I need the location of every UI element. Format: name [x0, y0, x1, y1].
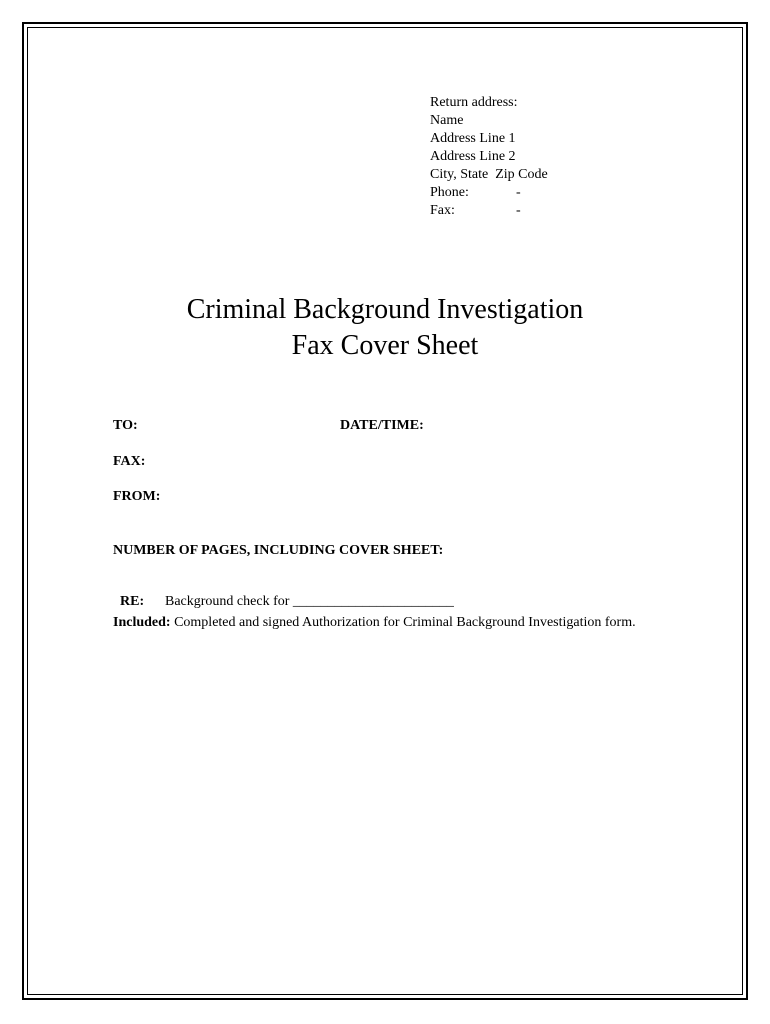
included-paragraph	[113, 614, 653, 632]
document-title-line-1: Criminal Background Investigation	[186, 294, 584, 325]
document-title	[0, 292, 770, 364]
re-line	[113, 578, 454, 610]
return-address-heading: Return address:	[430, 95, 518, 110]
fax-label: FAX:	[113, 454, 146, 469]
return-address-fax-row	[430, 202, 548, 220]
return-address-fax-label: Fax:	[430, 203, 455, 218]
return-address-name: Name	[430, 113, 464, 128]
page-border-inner	[27, 27, 743, 995]
re-label: RE:	[120, 594, 145, 609]
included-label: Included:	[113, 615, 171, 630]
from-label: FROM:	[113, 489, 161, 504]
to-label: TO:	[113, 418, 138, 433]
number-of-pages-label: NUMBER OF PAGES, INCLUDING COVER SHEET:	[113, 543, 444, 558]
return-address-line-1: Address Line 1	[430, 131, 516, 146]
return-address-line-2: Address Line 2	[430, 149, 516, 164]
return-address-phone-row	[430, 184, 548, 202]
re-text: Background check for _______________________	[165, 594, 454, 609]
return-address-fax-value: -	[516, 203, 521, 218]
return-address-phone-label: Phone:	[430, 185, 469, 200]
return-address-block	[430, 94, 548, 220]
datetime-label: DATE/TIME:	[340, 418, 424, 433]
return-address-city-state-zip: City, State Zip Code	[430, 167, 548, 182]
included-text: Completed and signed Authorization for Criminal Background Investigation form.	[170, 615, 636, 630]
document-title-line-2: Fax Cover Sheet	[291, 330, 479, 361]
return-address-phone-value: -	[516, 185, 521, 200]
